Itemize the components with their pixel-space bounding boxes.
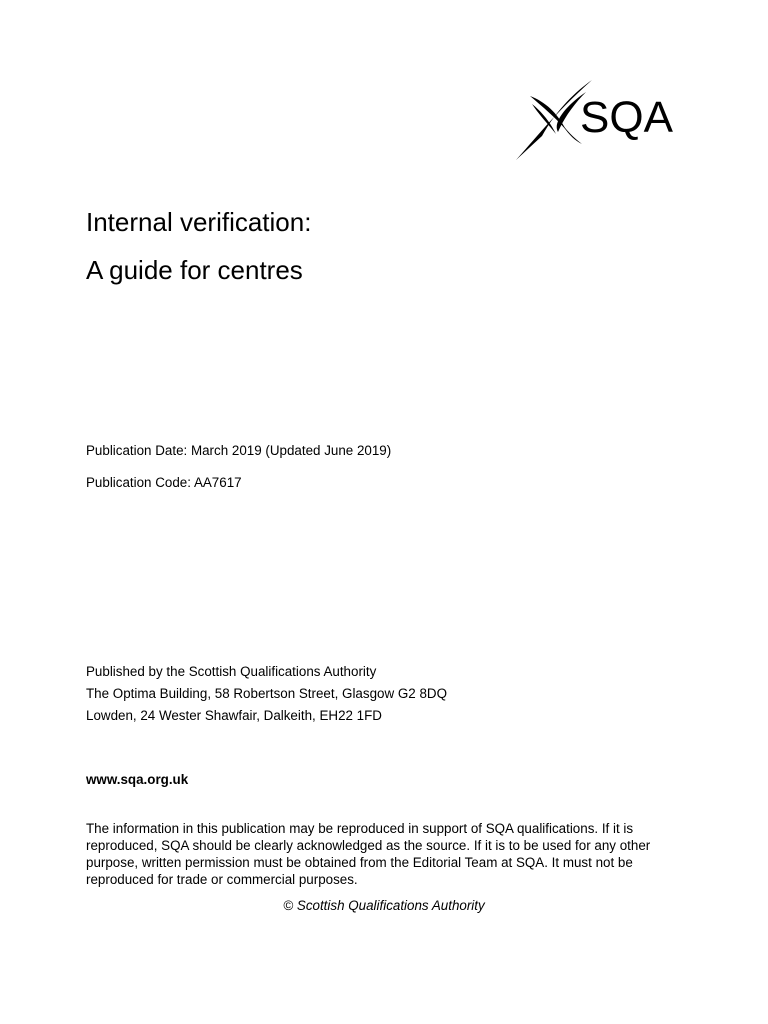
document-title-line-1: Internal verification: [86,207,312,237]
sqa-logo [512,78,677,162]
saltire-icon [512,78,677,162]
publisher-name: Published by the Scottish Qualifications Authority [86,664,377,679]
publication-code: Publication Code: AA7617 [86,475,242,490]
rights-notice: The information in this publication may be reproduced in support of SQA qualifications. If it is reproduced, SQA should be clearly acknowledged as the source. If it is to be used for any other purpose, written permission must be obtained from the Editorial Team at SQA. It must not be reproduced for trade or commercial purposes. [86,821,651,887]
publication-date: Publication Date: March 2019 (Updated June 2019) [86,443,392,458]
svg-text:SQA: SQA [580,93,673,142]
publisher-address-glasgow: The Optima Building, 58 Robertson Street, Glasgow G2 8DQ [86,686,447,701]
copyright-notice: © Scottish Qualifications Authority [283,898,485,913]
document-title-line-2: A guide for centres [86,255,303,285]
publisher-address-dalkeith: Lowden, 24 Wester Shawfair, Dalkeith, EH22 1FD [86,708,382,723]
website-link[interactable]: www.sqa.org.uk [86,772,189,787]
